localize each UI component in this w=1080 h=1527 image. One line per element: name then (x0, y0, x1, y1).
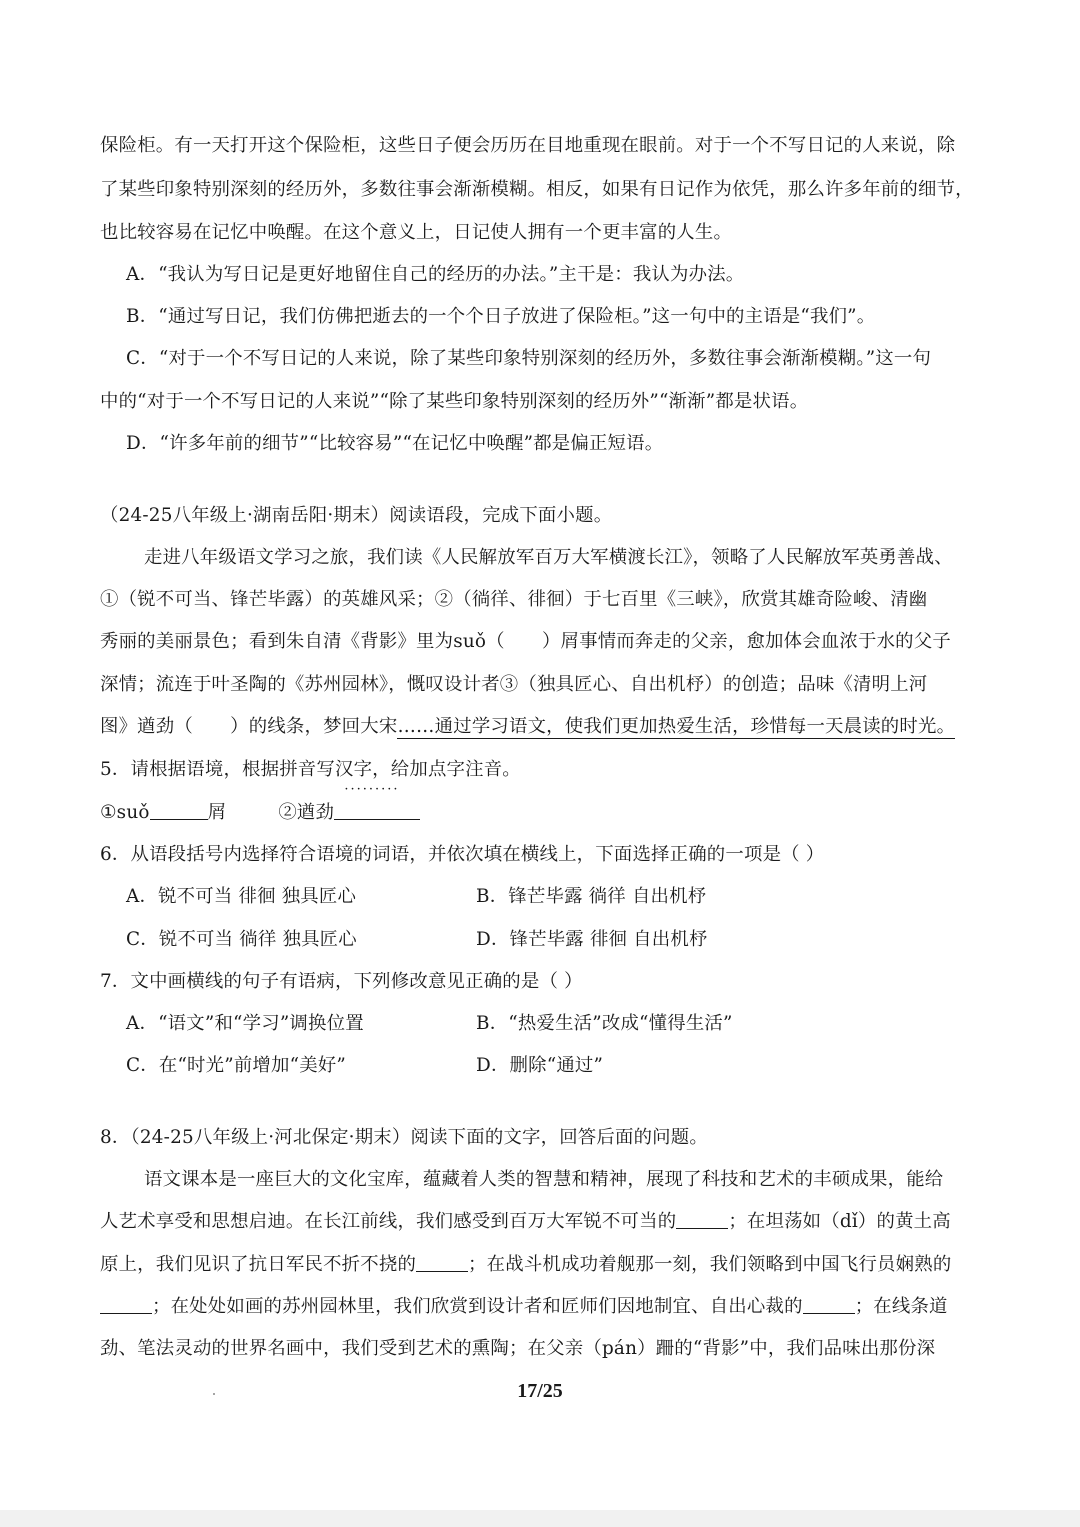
q5-item-1-char: 屑 (207, 802, 227, 823)
option-4d: D．“许多年前的细节”“比较容易”“在记忆中唤醒”都是偏正短语。 (126, 433, 664, 454)
answer-blank[interactable] (676, 1210, 728, 1229)
source-line-5-7: （24-25八年级上·湖南岳阳·期末）阅读语段，完成下面小题。 (100, 505, 613, 526)
text-line: 保险柜。有一天打开这个保险柜，这些日子便会历历在目地重现在眼前。对于一个不写日记的人来说，除 (100, 135, 956, 156)
answer-blank[interactable] (803, 1295, 855, 1314)
passage-line: 原上，我们见识了抗日军民不折不挠的 ；在战斗机成功着舰那一刻，我们领略到中国飞行员娴熟的 (100, 1254, 952, 1275)
passage-text: 图》遒劲（ ）的线条，梦回大宋 (100, 716, 398, 737)
option-6d: D．锋芒毕露 徘徊 自出机杼 (476, 929, 708, 950)
text-line: 了某些印象特别深刻的经历外，多数往事会渐渐模糊。相反，如果有日记作为依凭，那么许多年前的细节， (100, 179, 974, 200)
passage-line: ①（锐不可当、锋芒毕露）的英雄风采；②（徜徉、徘徊）于七百里《三峡》，欣赏其雄奇险峻、清幽 (100, 589, 928, 610)
option-7b: B．“热爱生活”改成“懂得生活” (476, 1013, 733, 1034)
option-4b: B．“通过写日记，我们仿佛把逝去的一个个日子放进了保险柜。”这一句中的主语是“我们”。 (126, 306, 876, 327)
option-7a: A．“语文”和“学习”调换位置 (126, 1013, 364, 1034)
text-line: 也比较容易在记忆中唤醒。在这个意义上，日记使人拥有一个更丰富的人生。 (100, 222, 733, 243)
option-7c: C．在“时光”前增加“美好” (126, 1055, 346, 1076)
underlined-sentence: ……通过学习语文，使我们更加热爱生活，珍惜每一天晨读的时光。 (397, 716, 956, 737)
passage-line: ；在处处如画的苏州园林里，我们欣赏到设计者和匠师们因地制宜、自出心裁的 ；在线条道 (100, 1294, 980, 1320)
option-7d: D．删除“通过” (476, 1055, 604, 1076)
option-6c: C．锐不可当 徜徉 独具匠心 (126, 929, 357, 950)
options-6-row2 (126, 927, 1006, 953)
passage-line: 秀丽的美丽景色；看到朱自清《背影》里为suǒ（ ）屑事情而奔走的父亲，愈加体会血浓于水的父子 (100, 631, 951, 652)
passage-line: 深情；流连于叶圣陶的《苏州园林》，慨叹设计者③（独具匠心、自出机杼）的创造；品味《清明上河 (100, 674, 928, 695)
answer-blank[interactable] (334, 801, 420, 820)
emphasis-dots: ········· (344, 782, 400, 797)
passage-line: 走进八年级语文学习之旅，我们读《人民解放军百万大军横渡长江》，领略了人民解放军英勇善战、 (144, 547, 953, 568)
options-7-row1 (126, 1011, 1006, 1037)
option-4c-line1: C．“对于一个不写日记的人来说，除了某些印象特别深刻的经历外，多数往事会渐渐模糊。”这一句 (126, 348, 932, 369)
q5-item-2: ········· ②遒劲 (278, 800, 420, 826)
q5-item-1: ①suǒ (100, 802, 150, 823)
question-5-items (100, 782, 980, 826)
question-6: 6．从语段括号内选择符合语境的词语，并依次填在横线上，下面选择正确的一项是（ ） (100, 844, 825, 865)
question-7: 7．文中画横线的句子有语病，下列修改意见正确的是（ ） (100, 971, 583, 992)
answer-blank[interactable] (150, 801, 208, 820)
answer-blank[interactable] (416, 1253, 468, 1272)
passage-line: 语文课本是一座巨大的文化宝库，蕴藏着人类的智慧和精神，展现了科技和艺术的丰硕成果，能给 (144, 1169, 944, 1190)
option-6a: A．锐不可当 徘徊 独具匠心 (126, 886, 357, 907)
options-6-row1 (126, 884, 1006, 910)
passage-line (100, 714, 980, 740)
option-4c-line2: 中的“对于一个不写日记的人来说”“除了某些印象特别深刻的经历外”“渐渐”都是状语。 (100, 391, 809, 412)
passage-line: 人艺术享受和思想启迪。在长江前线，我们感受到百万大军锐不可当的 ；在坦荡如（dǐ）的黄土高 (100, 1211, 951, 1232)
scan-bottom-edge (0, 1510, 1080, 1527)
question-8: 8．（24-25八年级上·河北保定·期末）阅读下面的文字，回答后面的问题。 (100, 1127, 708, 1148)
answer-blank[interactable] (100, 1295, 152, 1314)
option-6b: B．锋芒毕露 徜徉 自出机杼 (476, 886, 707, 907)
options-7-row2 (126, 1053, 1006, 1079)
page-number: 17/25 (517, 1380, 563, 1402)
option-4a: A．“我认为写日记是更好地留住自己的经历的办法。”主干是：我认为办法。 (126, 264, 745, 285)
question-5: 5．请根据语境，根据拼音写汉字，给加点字注音。 (100, 759, 521, 780)
passage-line: 劲、笔法灵动的世界名画中，我们受到艺术的熏陶；在父亲（pán）跚的“背影”中，我们品味出那份深 (100, 1338, 936, 1359)
